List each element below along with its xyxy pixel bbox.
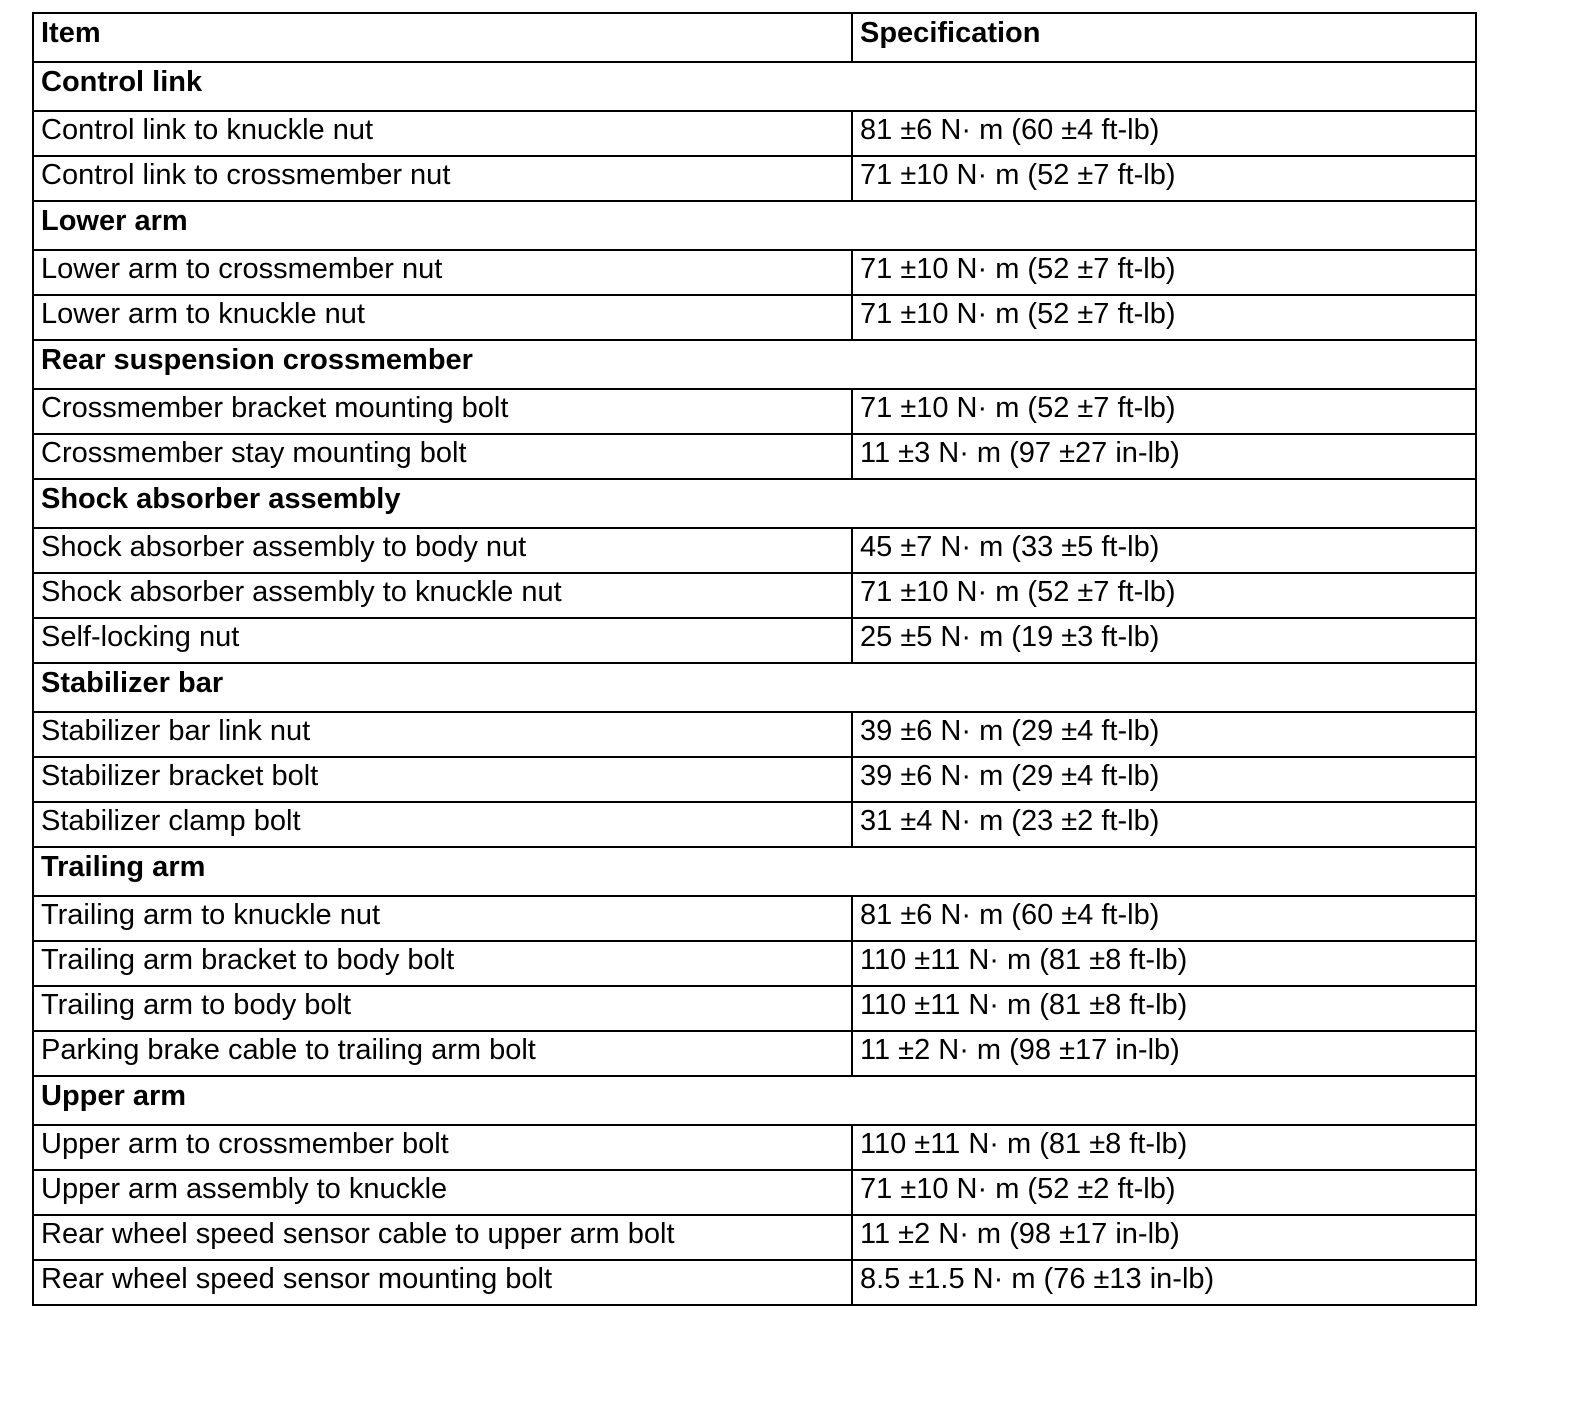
item-cell: Lower arm to knuckle nut <box>33 295 852 340</box>
item-cell: Control link to crossmember nut <box>33 156 852 201</box>
item-cell: Trailing arm to knuckle nut <box>33 896 852 941</box>
specification-cell: 71 ±10 N· m (52 ±7 ft-lb) <box>852 250 1476 295</box>
table-row <box>33 757 1476 802</box>
section-title: Control link <box>33 62 1476 111</box>
item-cell: Trailing arm to body bolt <box>33 986 852 1031</box>
table-row <box>33 618 1476 663</box>
header-item: Item <box>33 13 852 62</box>
table-row <box>33 1125 1476 1170</box>
specification-cell: 25 ±5 N· m (19 ±3 ft-lb) <box>852 618 1476 663</box>
table-row <box>33 434 1476 479</box>
table-row <box>33 295 1476 340</box>
specification-cell: 71 ±10 N· m (52 ±2 ft-lb) <box>852 1170 1476 1215</box>
specification-cell: 71 ±10 N· m (52 ±7 ft-lb) <box>852 389 1476 434</box>
item-cell: Upper arm to crossmember bolt <box>33 1125 852 1170</box>
item-cell: Stabilizer clamp bolt <box>33 802 852 847</box>
header-specification: Specification <box>852 13 1476 62</box>
item-cell: Crossmember stay mounting bolt <box>33 434 852 479</box>
specification-cell: 71 ±10 N· m (52 ±7 ft-lb) <box>852 156 1476 201</box>
specification-cell: 71 ±10 N· m (52 ±7 ft-lb) <box>852 295 1476 340</box>
table-row <box>33 250 1476 295</box>
specification-cell: 45 ±7 N· m (33 ±5 ft-lb) <box>852 528 1476 573</box>
section-title: Shock absorber assembly <box>33 479 1476 528</box>
table-row <box>33 573 1476 618</box>
item-cell: Trailing arm bracket to body bolt <box>33 941 852 986</box>
table-row <box>33 986 1476 1031</box>
specification-cell: 110 ±11 N· m (81 ±8 ft-lb) <box>852 941 1476 986</box>
table-row <box>33 1031 1476 1076</box>
specification-cell: 110 ±11 N· m (81 ±8 ft-lb) <box>852 986 1476 1031</box>
spec-table <box>32 12 1477 1306</box>
table-row <box>33 1260 1476 1305</box>
specification-cell: 81 ±6 N· m (60 ±4 ft-lb) <box>852 111 1476 156</box>
table-row <box>33 156 1476 201</box>
table-row <box>33 941 1476 986</box>
section-row <box>33 62 1476 111</box>
item-cell: Stabilizer bracket bolt <box>33 757 852 802</box>
section-title: Lower arm <box>33 201 1476 250</box>
item-cell: Self-locking nut <box>33 618 852 663</box>
section-row <box>33 663 1476 712</box>
table-row <box>33 1215 1476 1260</box>
item-cell: Control link to knuckle nut <box>33 111 852 156</box>
header-row <box>33 13 1476 62</box>
specification-cell: 39 ±6 N· m (29 ±4 ft-lb) <box>852 757 1476 802</box>
section-title: Upper arm <box>33 1076 1476 1125</box>
specification-cell: 11 ±2 N· m (98 ±17 in-lb) <box>852 1215 1476 1260</box>
specification-cell: 110 ±11 N· m (81 ±8 ft-lb) <box>852 1125 1476 1170</box>
specification-cell: 11 ±2 N· m (98 ±17 in-lb) <box>852 1031 1476 1076</box>
spec-table-body <box>33 13 1476 1305</box>
section-title: Trailing arm <box>33 847 1476 896</box>
table-row <box>33 802 1476 847</box>
specification-cell: 8.5 ±1.5 N· m (76 ±13 in-lb) <box>852 1260 1476 1305</box>
specification-cell: 39 ±6 N· m (29 ±4 ft-lb) <box>852 712 1476 757</box>
section-row <box>33 340 1476 389</box>
item-cell: Rear wheel speed sensor mounting bolt <box>33 1260 852 1305</box>
section-row <box>33 1076 1476 1125</box>
table-row <box>33 528 1476 573</box>
specification-cell: 81 ±6 N· m (60 ±4 ft-lb) <box>852 896 1476 941</box>
specification-cell: 11 ±3 N· m (97 ±27 in-lb) <box>852 434 1476 479</box>
table-row <box>33 712 1476 757</box>
section-row <box>33 847 1476 896</box>
item-cell: Rear wheel speed sensor cable to upper arm bolt <box>33 1215 852 1260</box>
section-row <box>33 479 1476 528</box>
item-cell: Upper arm assembly to knuckle <box>33 1170 852 1215</box>
specification-cell: 31 ±4 N· m (23 ±2 ft-lb) <box>852 802 1476 847</box>
table-row <box>33 1170 1476 1215</box>
item-cell: Shock absorber assembly to knuckle nut <box>33 573 852 618</box>
table-row <box>33 389 1476 434</box>
section-title: Rear suspension crossmember <box>33 340 1476 389</box>
specification-cell: 71 ±10 N· m (52 ±7 ft-lb) <box>852 573 1476 618</box>
table-row <box>33 896 1476 941</box>
item-cell: Shock absorber assembly to body nut <box>33 528 852 573</box>
section-row <box>33 201 1476 250</box>
item-cell: Lower arm to crossmember nut <box>33 250 852 295</box>
table-row <box>33 111 1476 156</box>
item-cell: Crossmember bracket mounting bolt <box>33 389 852 434</box>
item-cell: Stabilizer bar link nut <box>33 712 852 757</box>
section-title: Stabilizer bar <box>33 663 1476 712</box>
item-cell: Parking brake cable to trailing arm bolt <box>33 1031 852 1076</box>
